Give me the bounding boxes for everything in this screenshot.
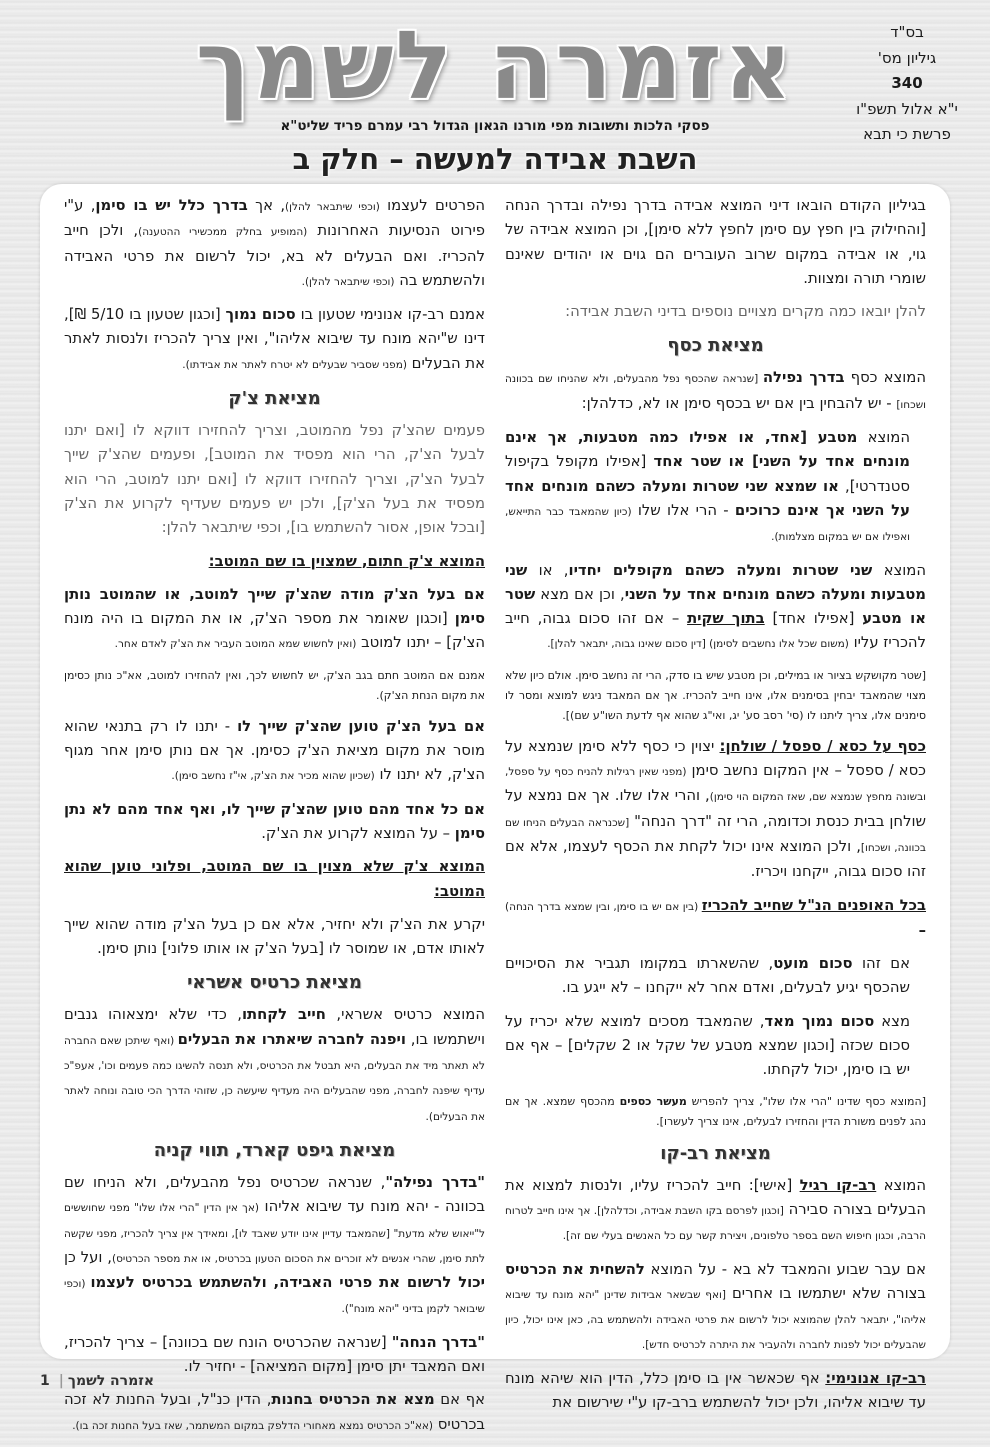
paragraph-tiny-sum: מצא סכום נמוך מאד, שהמאבד מסכים למוצא שלא יכריז על סכום שכזה [וכגון שמצא מטבע של שקל או 2 שקלים] – אף אם יש בו סימן, יכול לקחתו. [505,1012,910,1079]
paragraph-coin: המוצא מטבע [אחד, או אפילו כמה מטבעות, אך אינם מונחים אחד על השני] או שטר אחד [אפילו מקופל בקיפול סטנדרטי], או שמצא שני שטרות ומעלה כשהם מונחים אחד על השני אך אינם כרוכים - הרי אלו שלו (כיון שהמאבד כבר התייאש, ואפילו אם יש במקום מצלמות). [505,429,910,544]
paragraph-check-owner-admits: אם בעל הצ'ק מודה שהצ'ק שייך למוטב, או שהמוטב נותן סימן [וכגון שאומר את מספר הצ'ק, או את המקום בו היה מונח הצ'ק] – יתנו למוטב (ואין לחשוש שמא המוטב העביר את הצ'ק לאדם אחר. [64,585,485,652]
paragraph-check-owner-claims: אם בעל הצ'ק טוען שהצ'ק שייך לו - יתנו לו רק בתנאי שהוא מוסר את מקום מציאת הצ'ק כסימן. אך אם נותן סימן אחר מגוף הצ'ק, לא יתנו לו (שכיון שהוא מכיר את הצ'ק, אי"ז נחשב סימן). [64,717,485,784]
paragraph-credit-card: המוצא כרטיס אשראי, חייב לקחתו, כדי שלא ימצאוהו גנבים וישתמשו בו, ויפנה לחברה שיאתרו את הבעלים (ואף שיתכן שאם החברה לא תאתר מיד את הבעלים, היא תבטל את הכרטיס, ולא תנסה להשיגו כמה פעמים וכו', אעפ"כ עדיף שיפנה לחברה, מפני שהבעלים היה מעדיף שיעשה כן, שזוהי הדרך הכי טובה ונוחה לאתר את הבעלים). [64,1006,486,1123]
issue-info [852,20,962,148]
paragraph-check-both-claim: אם כל אחד מהם טוען שהצ'ק שייך לו, ואף אחד מהם לא נתן סימן – על המוצא לקרוע את הצ'ק. [64,800,485,842]
section-title-check: מציאת צ'ק [228,388,321,410]
intro-paragraph: בגיליון הקודם הובאו דיני המוצא אבידה בדרך נפילה ובדרך הנחה [והחילוק בין חפץ עם סימן לחפץ ללא סימן], וכן המוצא אבידה של גוי, או אבידה במקום שרוב העוברים הם גוים או יהודים שאינם שומרי תורה ומצוות. [505,197,926,287]
paragraph-gift-card-placed: "בדרך הנחה" [שנראה שהכרטיס הונח שם בכוונה] – צריך להכריז, ואם המאבד יתן סימן [מקום המציאה] - יחזיר לו. [64,1333,485,1375]
issue-date: י"א אלול תשפ"ו [856,99,958,118]
paragraph-ravkav-destroy: אם עבר שבוע והמאבד לא בא - על המוצא להשחית את הכרטיס בצורה שלא ישתמשו בו אחרים [ואף שבשאר אבידות שדינן "יהא מונח עד שיבוא אליהו", יתבאר להלן שהמוצא יכול לרשום את פרטי האבידה ולהשתמש בה, כאן אינו יכול, כיון שהבעלים יכול לפנות לחברה ולהעביר את היתרה לכרטיס חדש]. [505,1260,926,1352]
note-tithe: [המוצא כסף שדינו "הרי אלו שלו", צריך להפריש מעשר כספים מהכסף שמצא. אך אם נהג לפנים משורת הדין והחזירו לבעלים, אינו צריך לעשרו]. [505,1094,926,1128]
section-title-credit-card: מציאת כרטיס אשראי [187,972,362,994]
intro-paragraph-2: להלן יובאו כמה מקרים מצויים נוספים בדיני השבת אבידה: [565,303,926,321]
masthead-logo: אזמרה לשמך [195,12,795,121]
section-title-ravkav: מציאת רב-קו [660,1142,771,1164]
issue-parasha: פרשת כי תבא [863,125,951,143]
page-title: השבת אבידה למעשה – חלק ב [292,142,698,176]
paragraph-gift-card-fall: "בדרך נפילה", שנראה שכרטיס נפל מהבעלים, ולא הניחו שם בכוונה - יהא מונח עד שיבוא אליהו (אך אין הדין "הרי אלו שלו" מפני שחוששים ל"ייאוש שלא מדעת" [שהמאבד עדיין אינו יודע שאבד לו], ומאידך אין צריך להכריז, מפני שקשה לתת סימן, שהרי אנשים לא זוכרים את הסכום הטעון בכרטיס, או את מספר הכרטיס), ועל כן יכול לרשום את פרטי האבידה, ולהשתמש בכרטיס לעצמו (וכפי שיבואר לקמן בדיני "יהא מונח"). [64,1173,485,1316]
issue-number: 340 [891,74,923,92]
subheading-unnamed-check: המוצא צ'ק שלא מצוין בו שם המוטב, ופלוני טוען שהוא המוטב: [64,858,485,900]
paragraph-money-on-chair: כסף על כסא / ספסל / שולחן: יצוין כי כסף ללא סימן שנמצא על כסא / ספסל – אין המקום נחשב סימן (מפני שאין רגילות להניח כסף על ספסל, ובשונה מחפץ שנמצא שם, שאז המקום הוי סימן), והרי אלו שלו. אך אם נמצא על שולחן בבית כנסת וכדומה, הרי זה "דרך הנחה" [שכנראה הבעלים הניחו שם בכוונה, ושכחו], ולכן המוצא אינו יכול לקחת את הכסף לעצמו, אלא אם זהו סכום גבוה, ייקחנו ויכריז. [505,737,927,881]
note-check-endorsed: אמנם אם המוטב חתם בגב הצ'ק, יש לחשוש לכך, ואין להחזירו למוטב, אא"כ נותן כסימן את מקום הנחת הצ'ק). [64,668,485,702]
section-title-gift-card: מציאת גיפט קארד, תווי קניה [153,1139,396,1161]
paragraph-ravkav-anonymous: רב-קו אנונימי: אף שכאשר אין בו סימן כלל, הדין הוא שיהא מונח עד שיבוא אליהו, ולכן יכול להשתמש ברב-קו ע"י שירשום את [505,1369,926,1411]
footer [40,1373,154,1389]
paragraph-ravkav-regular: המוצא רב-קו רגיל [אישי]: חייב להכריז עליו, ולנסות למצוא את הבעלים בצורה סבירה [וכגון לפרסם בקו השבת אבידה, וכדלהלן]. אך אינו חייב לטרוח הרבה, וכגון חיפוש השם בספר טלפונים, ויצירת קשר עם כל האנשים בעלי שם זה]. [505,1176,926,1243]
footer-masthead: אזמרה לשמך [67,1373,155,1389]
bsd-mark: בס"ד [890,23,924,41]
paragraph-ravkav-continued: הפרטים לעצמו (וכפי שיתבאר להלן), אך בדרך כלל יש בו סימן, ע"י פירוט הנסיעות האחרונות (המופיע בחלק ממכשירי ההטענה), ולכן חייב להכריז. ואם הבעלים לא בא, יכול לרשום את פרטי האבידה ולהשתמש בה (וכפי שיתבאר להלן). [64,197,485,289]
page-number: 1 [40,1373,50,1389]
paragraph-folded-bills: המוצא שני שטרות ומעלה כשהם מקופלים יחדיו, או שני מטבעות ומעלה כשהם מונחים אחד על השני, וכן אם מצא שטר או מטבע [אפילו אחד] בתוך שקית – אם זהו סכום גבוה, חייב להכריז עליו (משום שכל אלו נחשבים לסימן) [דין סכום שאינו גבוה, יתבאר להלן]. [505,561,926,652]
paragraph-unnamed-check: יקרע את הצ'ק ולא יחזיר, אלא אם כן בעל הצ'ק מודה שהוא שייך לאותו אדם, או שמוסר לו [בעל הצ'ק או אותו פלוני] נותן סימן. [64,915,485,958]
paragraph-small-sum: אם זהו סכום מועט, שהשארתו במקומו תגביר את הסיכויים שהכסף יגיע לבעלים, ואדם אחר לא ייקחנו – לא ייגע בו. [505,955,910,997]
paragraph-check-intro: פעמים שהצ'ק נפל מהמוטב, וצריך להחזירו דווקא לו [ואם יתנו לבעל הצ'ק, הרי הוא מפסיד את המוטב], ופעמים שהצ'ק שייך לבעל הצ'ק, וצריך להחזירו דווקא לו [ואם יתנו למוטב, הרי הוא מפסיד את בעל הצ'ק], ולכן יש פעמים שעדיף לקרוע את הצ'ק [ובכל אופן, אסור להשתמש בו], וכפי שיתבאר להלן: [64,422,485,537]
note-marked-bill: [שטר מקושקש בציור או במילים, וכן מטבע שיש בו סדק, הרי זה נחשב סימן. אולם כיון שלא מצוי שהמאבד יבחין בסימנים אלו, אינו חייב להכריז. אך אם המאבד ניגש למוצא ומסר לו סימנים אלו, צריך ליתנו לו (סי' רסב סע' יג, ואי"ג שהוא אף לדעת השו"ע שם)]. [505,668,926,722]
paragraph-must-announce: בכל האופנים הנ"ל שחייב להכריז (בין אם יש בו סימן, ובין שמצא בדרך הנחה) – [505,896,927,939]
paragraph-money-fall: המוצא כסף בדרך נפילה [שנראה שהכסף נפל מהבעלים, ולא שהניחו שם בכוונה ושכחו] - יש להבחין בין אם יש בכסף סימן או לא, כדלהלן: [505,369,926,412]
issue-label: גיליון מס' [877,48,937,67]
paragraph-ravkav-low-sum: אמנם רב-קו אנונימי שטעון בו סכום נמוך [וכגון שטעון בו 5/10 ₪], דינו ש"יהא מונח עד שיבוא אליהו", ואין צריך להכריז ולנסות לאתר את הבעלים (מפני שסביר שבעלים לא יטרח לאתר את אבידתו). [64,306,485,372]
header [0,0,990,190]
right-column [505,194,926,1424]
footer-separator: | [58,1373,64,1389]
paragraph-gift-card-store: אף אם מצא את הכרטיס בחנות, הדין כנ"ל, ובעל החנות לא זכה בכרטיס (אא"כ הכרטיס נמצא מאחורי הדלפק במקום המשתמר, שאז בעל החנות זכה בו). [64,1391,485,1433]
left-column [64,194,485,1447]
subheading-signed-check: המוצא צ'ק חתום, שמצוין בו שם המוטב: [208,552,485,570]
section-title-money: מציאת כסף [667,335,764,357]
subtitle: פסקי הלכות ותשובות מפי מורנו הגאון הגדול רבי עמרם פריד שליט"א [280,118,710,134]
